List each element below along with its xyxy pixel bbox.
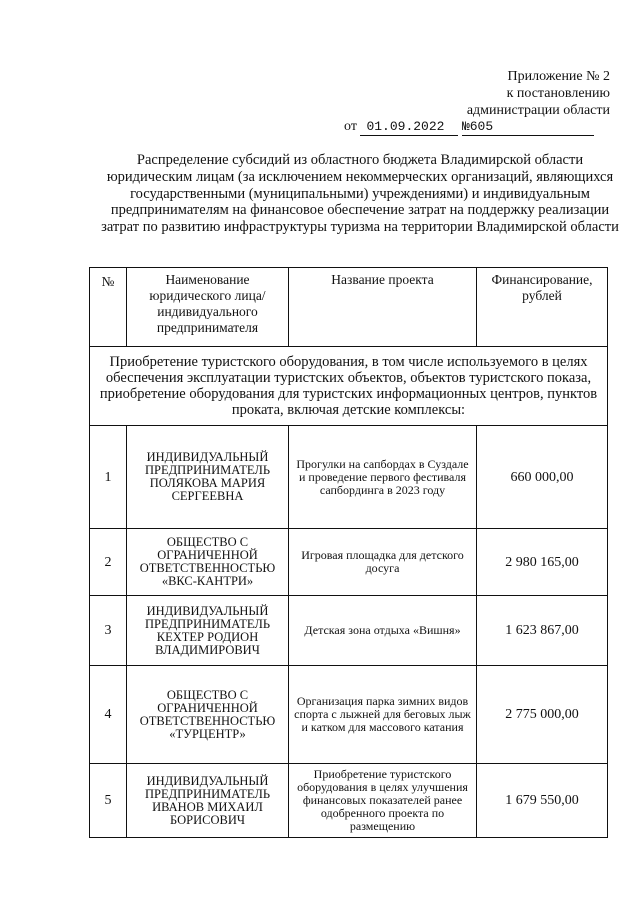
row-entity: ОБЩЕСТВО С ОГРАНИЧЕННОЙ ОТВЕТСТВЕННОСТЬЮ «ВКС-КАНТРИ»	[127, 529, 289, 596]
row-entity: ИНДИВИДУАЛЬНЫЙ ПРЕДПРИНИМАТЕЛЬ КЕХТЕР РОДИОН ВЛАДИМИРОВИЧ	[127, 596, 289, 666]
row-project: Прогулки на сапбордах в Суздале и проведение первого фестиваля сапбординга в 2023 году	[289, 426, 477, 529]
row-num: 1	[90, 426, 127, 529]
row-num: 4	[90, 666, 127, 764]
appendix-line-3: администрации области	[466, 103, 610, 118]
appendix-line-1: Приложение № 2	[507, 69, 610, 84]
row-project: Организация парка зимних видов спорта с лыжней для беговых лыж и катком для массового катания	[289, 666, 477, 764]
document-title: Распределение субсидий из областного бюджета Владимирской области юридическим лицам (за исключением некоммерческих организаций, являющихся государственными (муниципальными) учреждениями) и индивидуальным предпринимателям на финансовое обеспечение затрат на поддержку реализации затрат по развитию инфраструктуры туризма на территории Владимирской области	[101, 152, 619, 236]
appendix-block	[390, 68, 610, 119]
row-entity: ОБЩЕСТВО С ОГРАНИЧЕННОЙ ОТВЕТСТВЕННОСТЬЮ «ТУРЦЕНТР»	[127, 666, 289, 764]
row-project: Игровая площадка для детского досуга	[289, 529, 477, 596]
row-amount: 1 679 550,00	[477, 764, 608, 838]
resolution-number: №605	[462, 118, 594, 136]
row-num: 3	[90, 596, 127, 666]
header-project: Название проекта	[289, 268, 477, 347]
row-project: Детская зона отдыха «Вишня»	[289, 596, 477, 666]
section-row	[90, 347, 608, 426]
row-amount: 2 980 165,00	[477, 529, 608, 596]
resolution-reference	[344, 118, 614, 136]
row-amount: 1 623 867,00	[477, 596, 608, 666]
subsidy-table	[89, 267, 608, 838]
row-amount: 660 000,00	[477, 426, 608, 529]
row-num: 5	[90, 764, 127, 838]
header-entity: Наименование юридического лица/индивидуального предпринимателя	[127, 268, 289, 347]
table-row	[90, 426, 608, 529]
table-row	[90, 666, 608, 764]
section-heading: Приобретение туристского оборудования, в том числе используемого в целях обеспечения эксплуатации туристских объектов, объектов туристского показа, приобретение оборудования для туристских информационных центров, пунктов проката, включая детские комплексы:	[90, 347, 608, 426]
appendix-line-2: к постановлению	[506, 86, 610, 101]
header-num: №	[90, 268, 127, 347]
table-header-row	[90, 268, 608, 347]
table-row	[90, 764, 608, 838]
row-entity: ИНДИВИДУАЛЬНЫЙ ПРЕДПРИНИМАТЕЛЬ ИВАНОВ МИХАИЛ БОРИСОВИЧ	[127, 764, 289, 838]
header-financing: Финансирование, рублей	[477, 268, 608, 347]
date-prefix: от	[344, 119, 357, 134]
row-project: Приобретение туристского оборудования в целях улучшения финансовых показателей ранее одобренного проекта по размещению	[289, 764, 477, 838]
table-row	[90, 596, 608, 666]
table-row	[90, 529, 608, 596]
row-num: 2	[90, 529, 127, 596]
resolution-date: 01.09.2022	[360, 118, 458, 136]
row-entity: ИНДИВИДУАЛЬНЫЙ ПРЕДПРИНИМАТЕЛЬ ПОЛЯКОВА МАРИЯ СЕРГЕЕВНА	[127, 426, 289, 529]
row-amount: 2 775 000,00	[477, 666, 608, 764]
